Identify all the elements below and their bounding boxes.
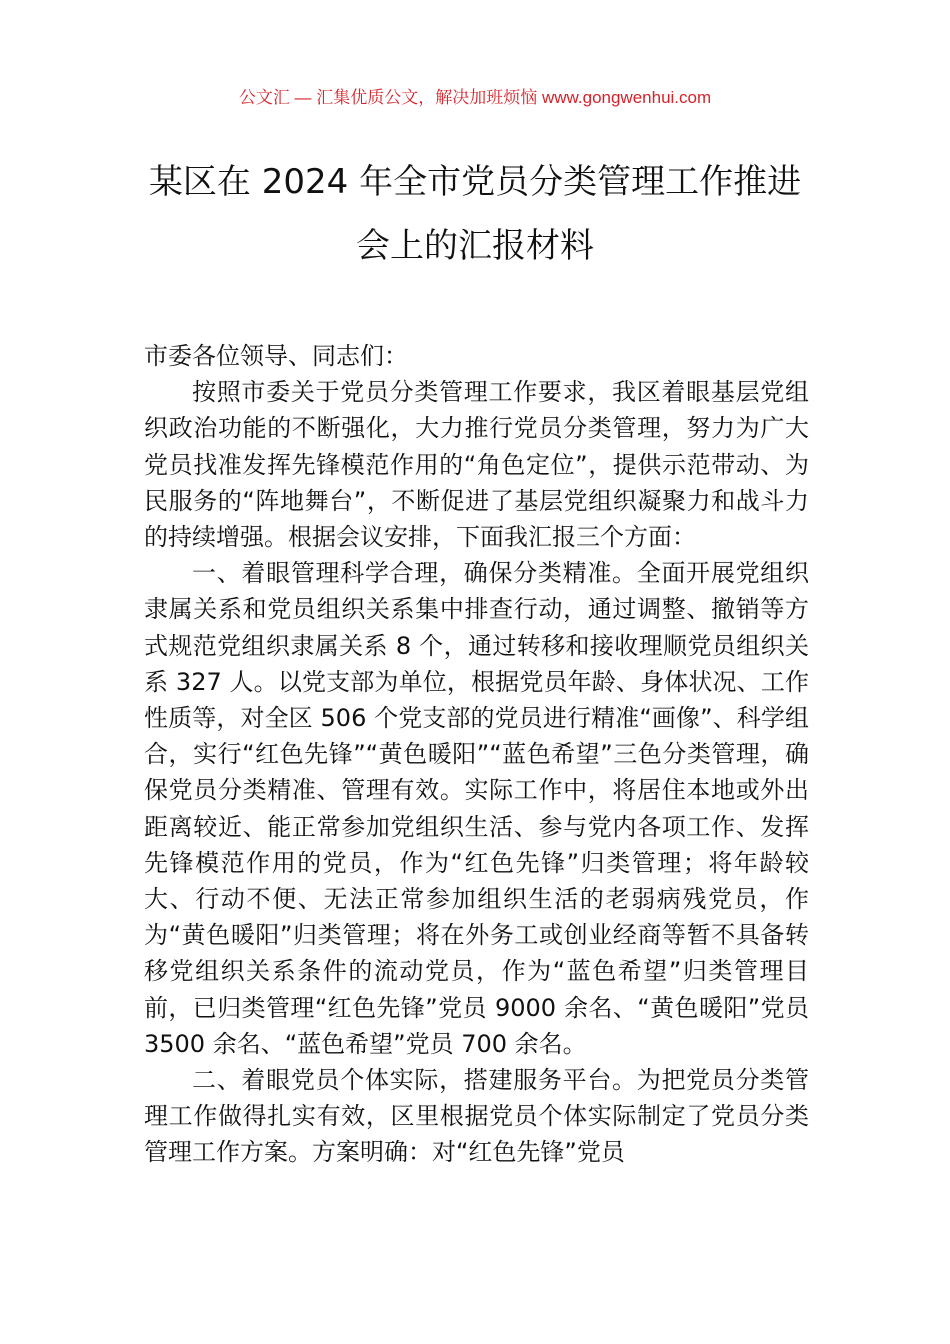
title-line-1: 某区在 2024 年全市党员分类管理工作推进 xyxy=(148,162,802,202)
salutation: 市委各位领导、同志们： xyxy=(144,342,408,370)
document-body xyxy=(144,338,809,1171)
paragraph-intro: 按照市委关于党员分类管理工作要求，我区着眼基层党组织政治功能的不断强化，大力推行党员分类管理，努力为广大党员找准发挥先锋模范作用的“角色定位”，提供示范带动、为民服务的“阵地舞台”，不断促进了基层党组织凝聚力和战斗力的持续增强。根据会议安排，下面我汇报三个方面： xyxy=(144,378,809,552)
header-banner: 公文汇 — 汇集优质公文，解决加班烦恼 www.gongwenhui.com xyxy=(238,88,712,107)
title-line-2: 会上的汇报材料 xyxy=(356,226,594,266)
document-title xyxy=(120,150,830,278)
paragraph-section-2: 二、着眼党员个体实际，搭建服务平台。为把党员分类管理工作做得扎实有效，区里根据党员个体实际制定了党员分类管理工作方案。方案明确：对“红色先锋”党员 xyxy=(144,1066,809,1167)
paragraph-section-1: 一、着眼管理科学合理，确保分类精准。全面开展党组织隶属关系和党员组织关系集中排查行动，通过调整、撤销等方式规范党组织隶属关系 8 个，通过转移和接收理顺党员组织关系 327 人。以党支部为单位，根据党员年龄、身体状况、工作性质等，对全区 506 个党支部的党员进行精准“画像”、科学组合，实行“红色先锋”“黄色暖阳”“蓝色希望”三色分类管理，确保党员分类精准、管理有效。实际工作中，将居住本地或外出距离较近、能正常参加党组织生活、参与党内各项工作、发挥先锋模范作用的党员，作为“红色先锋”归类管理；将年龄较大、行动不便、无法正常参加组织生活的老弱病残党员，作为“黄色暖阳”归类管理；将在外务工或创业经商等暂不具备转移党组织关系条件的流动党员，作为“蓝色希望”归类管理目前，已归类管理“红色先锋”党员 9000 余名、“黄色暖阳”党员 3500 余名、“蓝色希望”党员 700 余名。 xyxy=(144,559,809,1058)
